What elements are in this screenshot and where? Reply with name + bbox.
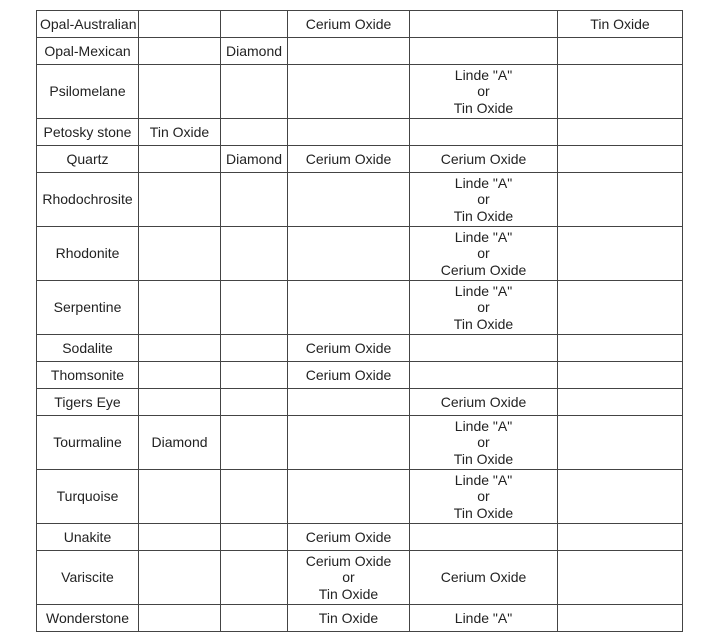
compound-cell bbox=[139, 11, 221, 38]
compound-cell bbox=[139, 551, 221, 605]
stone-name-cell: Rhodonite bbox=[37, 227, 139, 281]
compound-cell bbox=[410, 470, 558, 524]
compound-cell bbox=[558, 551, 683, 605]
stone-name-cell: Tigers Eye bbox=[37, 389, 139, 416]
table-row bbox=[37, 335, 683, 362]
compound-cell bbox=[410, 524, 558, 551]
compound-text: Linde "A" bbox=[454, 609, 513, 626]
table-row bbox=[37, 146, 683, 173]
compound-cell bbox=[410, 362, 558, 389]
compound-cell bbox=[558, 362, 683, 389]
compound-text: Linde "A" bbox=[454, 471, 513, 488]
compound-cell bbox=[221, 524, 288, 551]
compound-cell bbox=[288, 11, 410, 38]
compound-text: Diamond bbox=[151, 434, 208, 451]
compound-cell bbox=[558, 119, 683, 146]
compound-text: Tin Oxide bbox=[318, 609, 379, 626]
table-row bbox=[37, 416, 683, 470]
stone-name-cell: Sodalite bbox=[37, 335, 139, 362]
compound-cell bbox=[410, 389, 558, 416]
compound-cell bbox=[410, 146, 558, 173]
compound-cell bbox=[558, 281, 683, 335]
compound-cell bbox=[288, 281, 410, 335]
compound-text: Diamond bbox=[225, 42, 283, 59]
compound-cell bbox=[410, 605, 558, 632]
compound-cell bbox=[139, 416, 221, 470]
compound-text: Tin Oxide bbox=[453, 450, 514, 467]
compound-text: or bbox=[477, 434, 490, 451]
stone-name-cell: Thomsonite bbox=[37, 362, 139, 389]
compound-cell bbox=[558, 146, 683, 173]
compound-cell bbox=[221, 281, 288, 335]
compound-cell bbox=[221, 146, 288, 173]
compound-cell bbox=[288, 335, 410, 362]
compound-text: Cerium Oxide bbox=[305, 150, 392, 167]
compound-cell bbox=[221, 65, 288, 119]
compound-cell bbox=[139, 119, 221, 146]
compound-cell bbox=[558, 470, 683, 524]
compound-cell bbox=[139, 65, 221, 119]
compound-cell bbox=[410, 551, 558, 605]
compound-cell bbox=[558, 227, 683, 281]
stone-name-cell: Variscite bbox=[37, 551, 139, 605]
stone-name-cell: Opal-Mexican bbox=[37, 38, 139, 65]
table-row bbox=[37, 605, 683, 632]
compound-cell bbox=[221, 119, 288, 146]
compound-cell bbox=[288, 524, 410, 551]
compound-cell bbox=[139, 146, 221, 173]
compound-text: Tin Oxide bbox=[149, 123, 210, 140]
compound-text: Tin Oxide bbox=[590, 15, 650, 32]
compound-text: Linde "A" bbox=[454, 174, 513, 191]
compound-cell bbox=[139, 281, 221, 335]
stone-name-cell: Petosky stone bbox=[37, 119, 139, 146]
compound-cell bbox=[558, 335, 683, 362]
table-row bbox=[37, 11, 683, 38]
table-row bbox=[37, 65, 683, 119]
table-row bbox=[37, 389, 683, 416]
compound-cell bbox=[288, 146, 410, 173]
compound-text: or bbox=[477, 299, 490, 316]
compound-text: Cerium Oxide bbox=[305, 366, 392, 383]
compound-text: Tin Oxide bbox=[318, 585, 379, 602]
compound-text: Cerium Oxide bbox=[440, 150, 527, 167]
compound-cell bbox=[288, 362, 410, 389]
compound-text: Linde "A" bbox=[454, 228, 513, 245]
compound-text: Tin Oxide bbox=[453, 99, 514, 116]
compound-cell bbox=[558, 11, 683, 38]
compound-text: Linde "A" bbox=[454, 417, 513, 434]
compound-cell bbox=[221, 416, 288, 470]
table-row bbox=[37, 38, 683, 65]
compound-text: Cerium Oxide bbox=[305, 339, 392, 356]
compound-cell bbox=[221, 389, 288, 416]
compound-cell bbox=[558, 38, 683, 65]
compound-cell bbox=[410, 65, 558, 119]
compound-cell bbox=[410, 227, 558, 281]
stone-name-cell: Rhodochrosite bbox=[37, 173, 139, 227]
compound-text: Linde "A" bbox=[454, 66, 513, 83]
compound-cell bbox=[139, 38, 221, 65]
table-row bbox=[37, 362, 683, 389]
compound-text: or bbox=[477, 191, 490, 208]
compound-text: Tin Oxide bbox=[453, 315, 514, 332]
compound-cell bbox=[288, 470, 410, 524]
stone-name-cell: Unakite bbox=[37, 524, 139, 551]
stone-name-cell: Serpentine bbox=[37, 281, 139, 335]
compound-cell bbox=[139, 227, 221, 281]
compound-text: Cerium Oxide bbox=[305, 552, 392, 569]
compound-cell bbox=[221, 38, 288, 65]
compound-text: or bbox=[477, 83, 490, 100]
compound-cell bbox=[288, 227, 410, 281]
compound-cell bbox=[288, 605, 410, 632]
compound-cell bbox=[288, 416, 410, 470]
compound-cell bbox=[288, 119, 410, 146]
compound-cell bbox=[558, 524, 683, 551]
compound-cell bbox=[221, 470, 288, 524]
table-row bbox=[37, 173, 683, 227]
table-row bbox=[37, 524, 683, 551]
compound-text: or bbox=[477, 245, 490, 262]
compound-text: Linde "A" bbox=[454, 282, 513, 299]
compound-text: Cerium Oxide bbox=[440, 261, 527, 278]
compound-cell bbox=[558, 389, 683, 416]
compound-cell bbox=[221, 173, 288, 227]
stone-name-cell: Turquoise bbox=[37, 470, 139, 524]
stone-name-cell: Wonderstone bbox=[37, 605, 139, 632]
compound-cell bbox=[139, 173, 221, 227]
table-row bbox=[37, 470, 683, 524]
compound-cell bbox=[558, 65, 683, 119]
compound-cell bbox=[139, 470, 221, 524]
compound-cell bbox=[410, 119, 558, 146]
compound-cell bbox=[558, 605, 683, 632]
compound-cell bbox=[410, 11, 558, 38]
compound-cell bbox=[221, 227, 288, 281]
compound-text: Diamond bbox=[225, 150, 283, 167]
compound-cell bbox=[558, 416, 683, 470]
compound-text: Cerium Oxide bbox=[440, 569, 527, 586]
compound-cell bbox=[410, 335, 558, 362]
compound-text: or bbox=[477, 488, 490, 505]
compound-cell bbox=[221, 551, 288, 605]
table-row bbox=[37, 281, 683, 335]
compound-cell bbox=[221, 605, 288, 632]
compound-text: Tin Oxide bbox=[453, 207, 514, 224]
compound-cell bbox=[288, 38, 410, 65]
compound-cell bbox=[410, 281, 558, 335]
compound-cell bbox=[288, 173, 410, 227]
compound-cell bbox=[221, 335, 288, 362]
compound-text: Tin Oxide bbox=[453, 504, 514, 521]
polish-compound-table bbox=[36, 10, 683, 632]
compound-cell bbox=[410, 38, 558, 65]
compound-text: Cerium Oxide bbox=[305, 15, 392, 32]
compound-cell bbox=[139, 362, 221, 389]
compound-cell bbox=[139, 335, 221, 362]
compound-text: Cerium Oxide bbox=[440, 393, 527, 410]
table-body bbox=[37, 11, 683, 632]
compound-cell bbox=[288, 65, 410, 119]
compound-cell bbox=[139, 605, 221, 632]
stone-name-cell: Psilomelane bbox=[37, 65, 139, 119]
compound-text: Cerium Oxide bbox=[305, 528, 392, 545]
compound-cell bbox=[558, 173, 683, 227]
compound-cell bbox=[288, 551, 410, 605]
compound-cell bbox=[410, 416, 558, 470]
compound-cell bbox=[221, 362, 288, 389]
compound-cell bbox=[139, 389, 221, 416]
table-row bbox=[37, 227, 683, 281]
compound-text: or bbox=[342, 569, 355, 586]
stone-name-cell: Tourmaline bbox=[37, 416, 139, 470]
compound-cell bbox=[139, 524, 221, 551]
table-row bbox=[37, 551, 683, 605]
stone-name-cell: Quartz bbox=[37, 146, 139, 173]
stone-name-cell: Opal-Australian bbox=[37, 11, 139, 38]
table-row bbox=[37, 119, 683, 146]
compound-cell bbox=[410, 173, 558, 227]
compound-cell bbox=[288, 389, 410, 416]
compound-cell bbox=[221, 11, 288, 38]
